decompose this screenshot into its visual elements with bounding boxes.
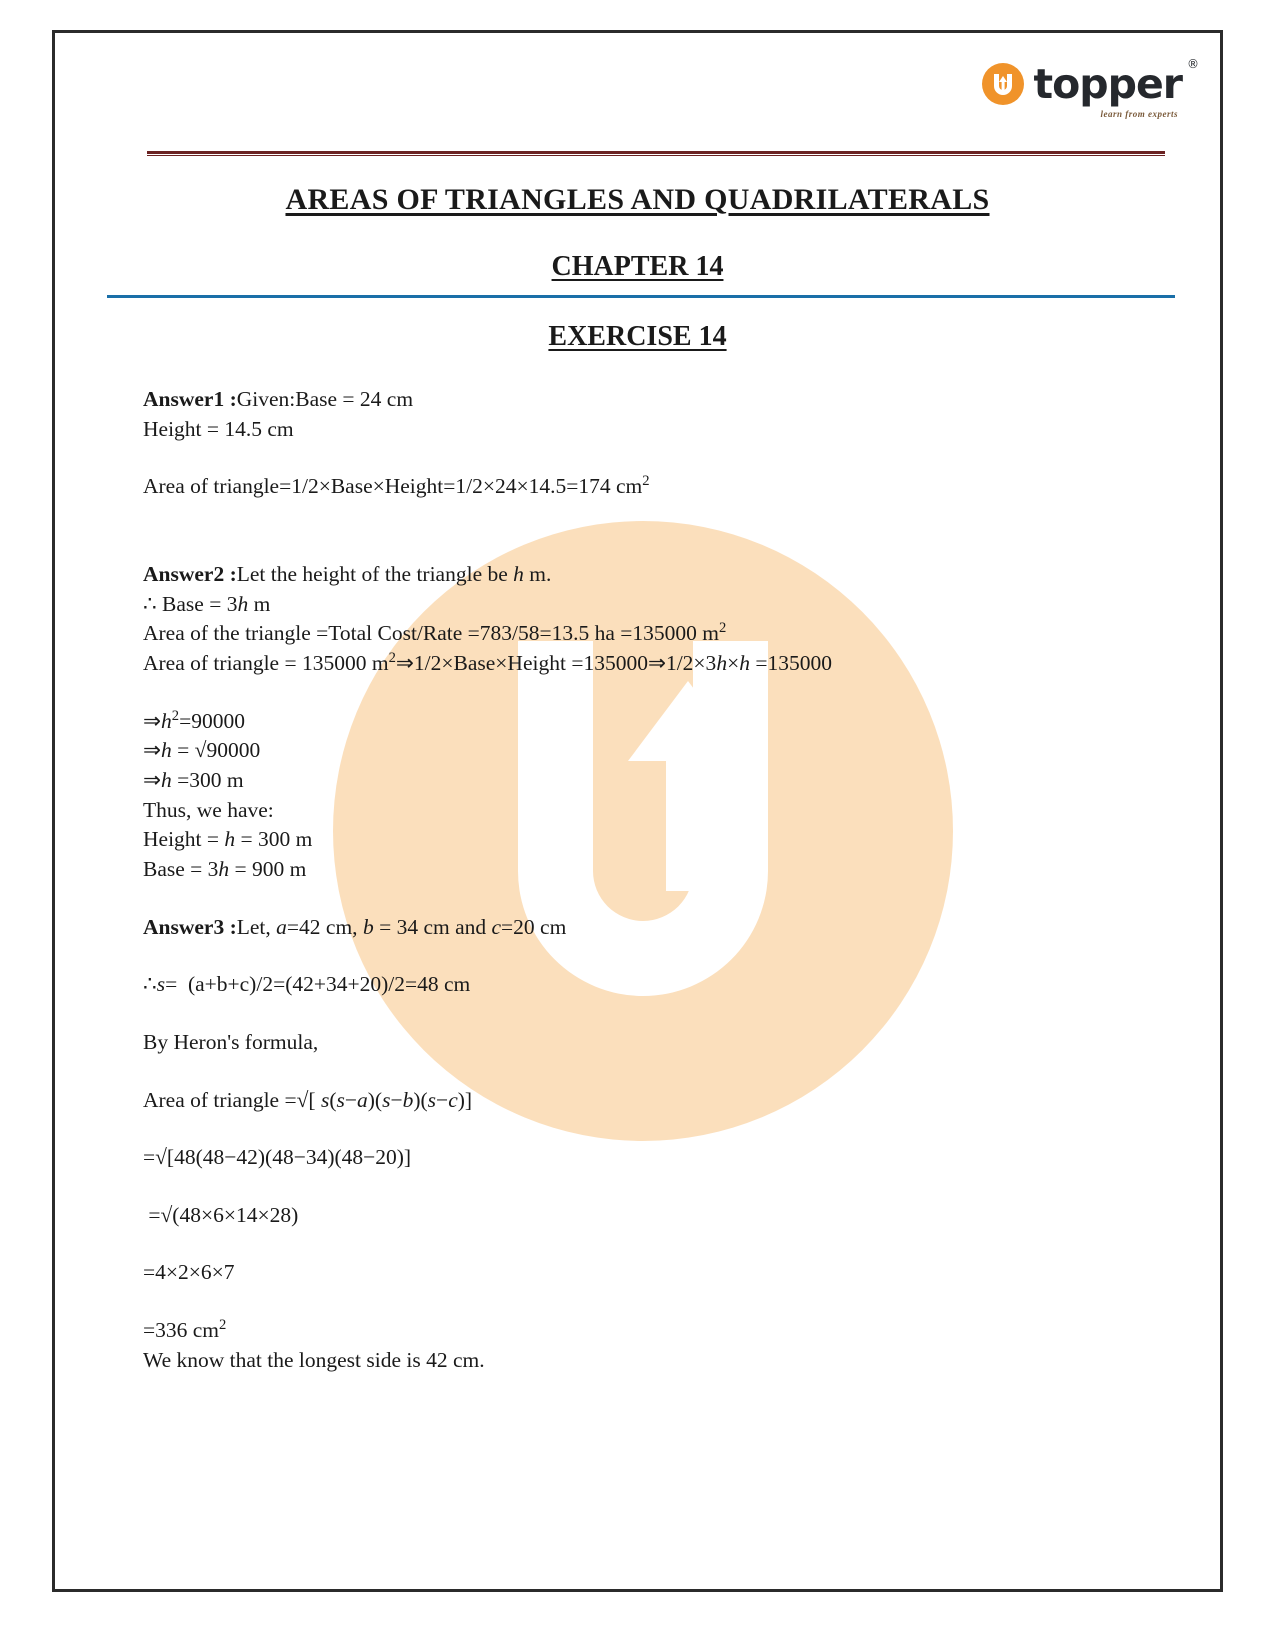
sup-2: 2 xyxy=(719,620,727,637)
header-divider-blue xyxy=(107,295,1175,298)
answer2-line4: Area of triangle = 135000 $m^2\Rightarrow 1/2\times Base\times Height$ =135000⇒1/2×3h×h =135000 xyxy=(143,649,832,675)
var-h: h xyxy=(513,561,524,586)
u-letter-icon xyxy=(982,63,1024,105)
answer2-line7: ⇒h =300 m xyxy=(143,767,244,792)
registered-mark: ® xyxy=(1187,56,1198,71)
answer2-line10: Base = 3h = 900 m xyxy=(143,856,307,881)
var-h: h xyxy=(716,650,728,675)
answer2-line1: Answer2 :Let the height of the triangle be h m. xyxy=(143,561,552,586)
chapter-heading xyxy=(55,251,1220,283)
sup-2: 2 xyxy=(171,707,180,724)
exercise-heading xyxy=(55,321,1220,353)
header-divider-maroon xyxy=(147,151,1165,156)
var-h: h xyxy=(218,856,230,881)
page-title xyxy=(55,183,1220,217)
answer1-label: Answer1 : xyxy=(143,387,237,411)
answer1-line1 xyxy=(143,385,1143,415)
answer2-line6: ⇒h = √90000 xyxy=(143,738,261,763)
topper-logo xyxy=(982,56,1198,119)
var-h: h xyxy=(161,708,172,733)
answer2-line2: ∴ Base = 3h m xyxy=(143,591,271,616)
answer3-line8: =336 $cm^2$ xyxy=(143,1316,227,1343)
answer1-line3: Area of triangle=1/2×Base×Height=1/2×24×14.5=174 $cm^2$ xyxy=(143,473,650,499)
answers-body xyxy=(143,385,1143,1375)
page-title-text: AREAS OF TRIANGLES AND QUADRILATERALS xyxy=(285,183,990,216)
var-s: s xyxy=(320,1087,330,1112)
var-h: h xyxy=(161,767,172,792)
var-h: h xyxy=(224,827,236,852)
answer3-line6: =√(48×6×14×28) xyxy=(143,1202,299,1227)
answer3-line3: By Heron's formula, xyxy=(143,1029,319,1054)
answer3-label: Answer3 : xyxy=(143,914,237,939)
logo-wordmark xyxy=(1033,56,1198,119)
answer2-label: Answer2 : xyxy=(143,561,237,586)
answer3-line7: =4×2×6×7 xyxy=(143,1260,235,1285)
answer3-line4: Area of triangle =√[ s(s−a)(s−b)(s−c)] xyxy=(143,1087,473,1112)
answer3-line9: We know that the longest side is 42 cm. xyxy=(143,1347,485,1372)
sup-2: 2 xyxy=(642,473,650,490)
sup-2: 2 xyxy=(219,1316,227,1333)
answer3-line5: =√[48(48−42)(48−34)(48−20)] xyxy=(143,1145,412,1170)
answer2-line5: $\Rightarrow h^2=90000$ xyxy=(143,707,245,733)
var-s: s xyxy=(156,972,166,997)
answer1-given: Given:Base = 24 cm xyxy=(236,387,414,411)
var-h: h xyxy=(237,591,249,616)
answer1-line2: Height = 14.5 cm xyxy=(143,416,294,441)
answer2-line9: Height = h = 300 m xyxy=(143,827,313,852)
var-a: a xyxy=(276,914,287,939)
sup-2: 2 xyxy=(388,649,396,666)
answer3-line2: ∴s= (a+b+c)/2=(42+34+20)/2=48 cm xyxy=(143,972,471,997)
answer2-line8: Thus, we have: xyxy=(143,797,274,822)
logo-tagline: learn from experts xyxy=(1100,108,1178,119)
chapter-heading-text: CHAPTER 14 xyxy=(551,251,724,282)
var-h: h xyxy=(161,738,172,763)
logo-word-text: topper xyxy=(1033,59,1182,108)
answer3-line1: Answer3 :Let, a=42 cm, b = 34 cm and c=20 cm xyxy=(143,914,567,939)
answer2-line3: Area of the triangle =Total Cost/Rate =783/58=13.5 ha =135000 $m^2$ xyxy=(143,620,727,646)
var-c: c xyxy=(491,914,502,939)
var-h: h xyxy=(739,650,750,675)
var-b: b xyxy=(362,914,374,939)
exercise-heading-text: EXERCISE 14 xyxy=(548,321,727,352)
document-page xyxy=(52,30,1223,1592)
